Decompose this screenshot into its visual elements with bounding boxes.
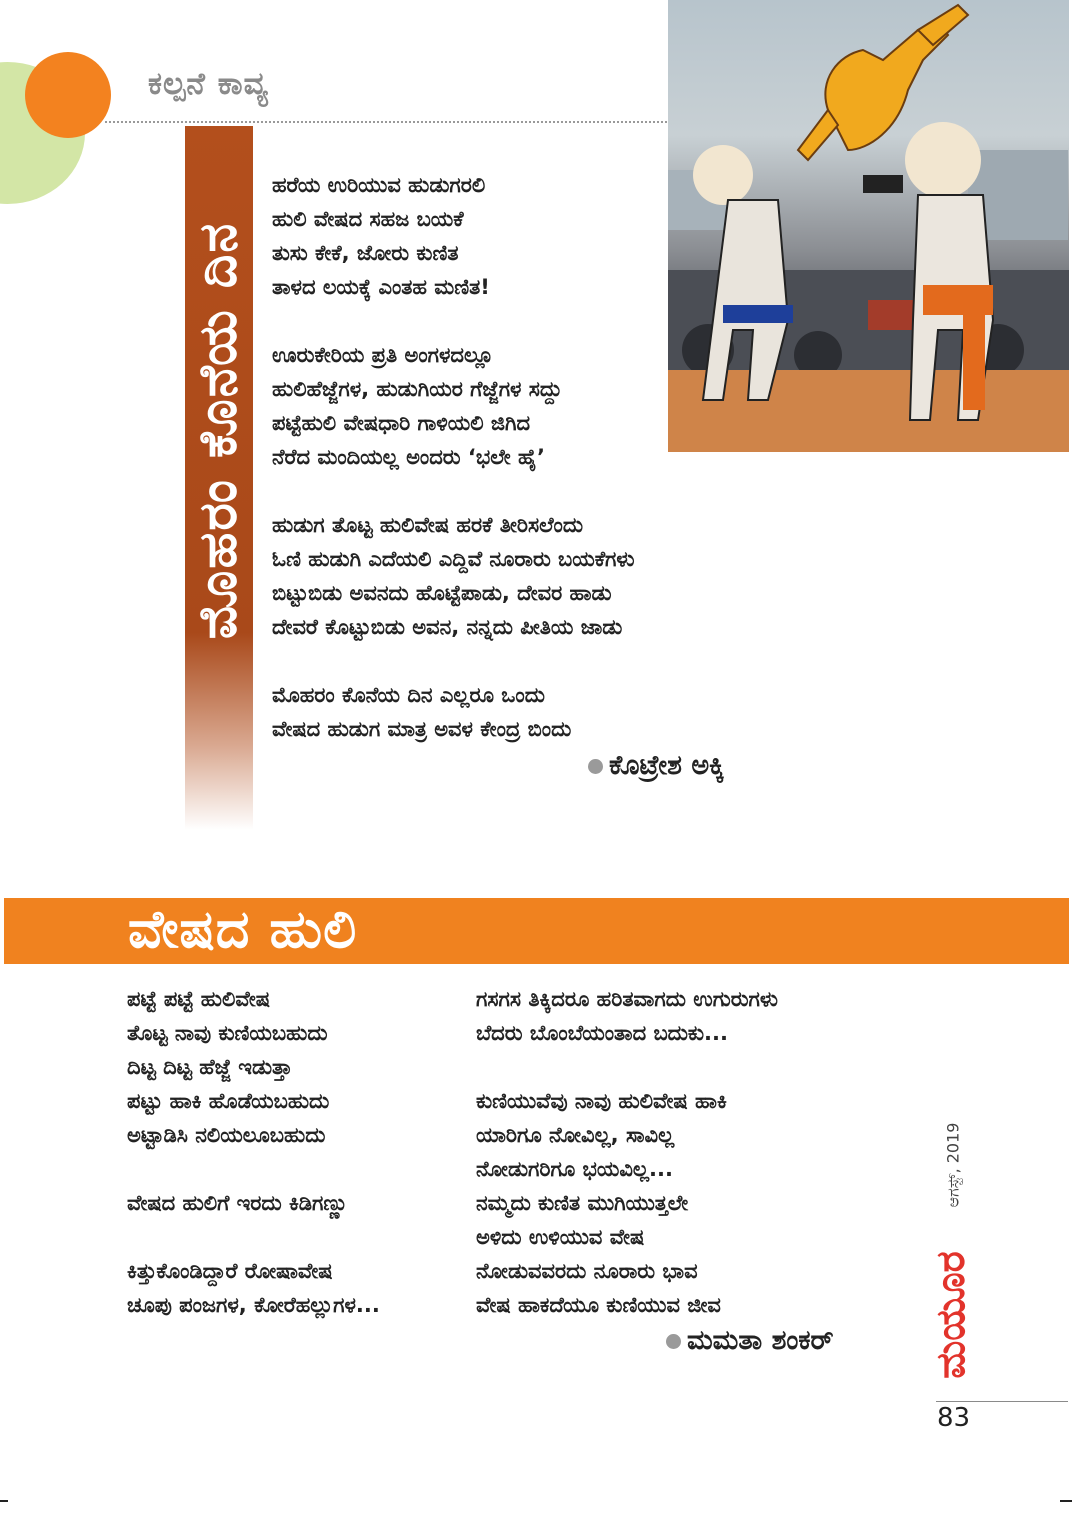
poem-line: ಹುಲಿಹೆಜ್ಜೆಗಳ, ಹುಡುಗಿಯರ ಗೆಜ್ಜೆಗಳ ಸದ್ದು xyxy=(272,377,563,401)
poem1-stanza xyxy=(272,678,772,746)
magazine-brand-wrap xyxy=(928,1251,974,1379)
poem-line: ಕುಣಿಯುವೆವು ನಾವು ಹುಲಿವೇಷ ಹಾಕಿ xyxy=(476,1089,727,1113)
poem-line: ಪಟ್ಟು ಹಾಕಿ ಹೊಡೆಯಬಹುದು xyxy=(127,1089,330,1113)
poem-line: ಹರೆಯ ಉರಿಯುವ ಹುಡುಗರಲಿ xyxy=(272,173,486,197)
decorative-orange-circle xyxy=(25,52,111,138)
poem-line: ಅಳಿದು ಉಳಿಯುವ ವೇಷ xyxy=(476,1225,645,1249)
poem-line: ಓಣಿ ಹುಡುಗಿ ಎದೆಯಲಿ ಎದ್ದಿವೆ ನೂರಾರು ಬಯಕೆಗಳು xyxy=(272,547,635,571)
poem-line: ಚೂಪು ಪಂಜಗಳ, ಕೋರೆಹಲ್ಲುಗಳ... xyxy=(127,1293,380,1317)
poem-line: ಅಟ್ಟಾಡಿಸಿ ನಲಿಯಲೂಬಹುದು xyxy=(127,1123,326,1147)
poem-line: ನಮ್ಮದು ಕುಣಿತ ಮುಗಿಯುತ್ತಲೇ xyxy=(476,1191,689,1215)
poem-line: ಯಾರಿಗೂ ನೋವಿಲ್ಲ, ಸಾವಿಲ್ಲ xyxy=(476,1123,675,1147)
issue-date: ಆಗಸ್ಟ್, 2019 xyxy=(943,1122,963,1208)
poem-line: ತುಸು ಕೇಕೆ, ಜೋರು ಕುಣಿತ xyxy=(272,241,459,265)
poem-line: ತೊಟ್ಟ ನಾವು ಕುಣಿಯಬಹುದು xyxy=(127,1021,328,1045)
poem-line: ಹುಡುಗ ತೊಟ್ಟ ಹುಲಿವೇಷ ಹರಕೆ ತೀರಿಸಲೆಂದು xyxy=(272,513,584,537)
dotted-divider xyxy=(105,121,667,123)
issue-date-wrap xyxy=(938,1120,968,1210)
poem2-author-name: ಮಮತಾ ಶಂಕರ್ xyxy=(687,1325,834,1356)
poem-line: ಬೆದರು ಬೊಂಬೆಯಂತಾದ ಬದುಕು... xyxy=(476,1021,728,1045)
poem-line: ಮೊಹರಂ ಕೊನೆಯ ದಿನ ಎಲ್ಲರೂ ಒಂದು xyxy=(272,683,545,707)
bullet-dot-icon xyxy=(666,1334,681,1349)
page-number-rule xyxy=(936,1401,1068,1402)
poem-line: ಹುಲಿ ವೇಷದ ಸಹಜ ಬಯಕೆ xyxy=(272,207,464,231)
poem-line: ಪಟ್ಟೆಹುಲಿ ವೇಷಧಾರಿ ಗಾಳಿಯಲಿ ಜಿಗಿದ xyxy=(272,411,531,435)
poem-line: ವೇಷದ ಹುಡುಗ ಮಾತ್ರ ಅವಳ ಕೇಂದ್ರ ಬಿಂದು xyxy=(272,717,572,741)
bullet-dot-icon xyxy=(588,759,603,774)
poem-line: ಕಿತ್ತುಕೊಂಡಿದ್ದಾರೆ ರೋಷಾವೇಷ xyxy=(127,1259,333,1283)
poem-line: ದೇವರೆ ಕೊಟ್ಟುಬಿಡು ಅವನ, ನನ್ನದು ಪೀತಿಯ ಜಾಡು xyxy=(272,615,623,639)
poem-line: ದಿಟ್ಟ ದಿಟ್ಟ ಹೆಜ್ಜೆ ಇಡುತ್ತಾ xyxy=(127,1055,293,1079)
poem-line: ಪಟ್ಟೆ ಪಟ್ಟೆ ಹುಲಿವೇಷ xyxy=(127,987,271,1011)
poem-line: ಗಸಗಸ ತಿಕ್ಕಿದರೂ ಹರಿತವಾಗದು ಉಗುರುಗಳು xyxy=(476,987,778,1011)
poem-line: ತಾಳದ ಲಯಕ್ಕೆ ಎಂತಹ ಮಣಿತ! xyxy=(272,275,490,299)
stanza-gap xyxy=(476,1050,896,1084)
poem-line: ವೇಷದ ಹುಲಿಗೆ ಇರದು ಕಿಡಿಗಣ್ಣು xyxy=(127,1191,348,1215)
poem-line: ವೇಷ ಹಾಕದೆಯೂ ಕುಣಿಯುವ ಜೀವ xyxy=(476,1293,721,1317)
poem-line: ನೆರೆದ ಮಂದಿಯಲ್ಲ ಅಂದರು ‘ಭಲೇ ಹೈ’ xyxy=(272,445,545,469)
poem-line: ನೋಡುವವರದು ನೂರಾರು ಭಾವ xyxy=(476,1259,698,1283)
poem1-stanza xyxy=(272,508,772,644)
section-label: ಕಲ್ಪನೆ ಕಾವ್ಯ xyxy=(148,66,269,102)
poem1-title: ಮೊಹರಂ ಕೊನೆಯ ದಿನ xyxy=(188,221,249,639)
poem1-title-wrap xyxy=(185,160,253,700)
stanza-gap xyxy=(127,1220,457,1254)
poem-line: ಊರುಕೇರಿಯ ಪ್ರತಿ ಅಂಗಳದಲ್ಲೂ xyxy=(272,343,494,367)
crop-mark-bottom-right xyxy=(1060,1500,1072,1502)
poem1-author-name: ಕೊಟ್ರೇಶ ಅಕ್ಕಿ xyxy=(609,750,725,781)
stanza-gap xyxy=(127,1152,457,1186)
crop-mark-bottom-left xyxy=(0,1500,8,1502)
magazine-brand: ಮಯೂರ xyxy=(928,1251,974,1379)
poem-line: ಬಿಟ್ಟುಬಿಡು ಅವನದು ಹೊಟ್ಟೆಪಾಡು, ದೇವರ ಹಾಡು xyxy=(272,581,612,605)
poem2-title: ವೇಷದ ಹುಲಿ xyxy=(128,900,358,960)
poem2-left-column xyxy=(127,982,457,1322)
poem1-body xyxy=(272,168,772,780)
poem1-stanza xyxy=(272,168,772,304)
page-number: 83 xyxy=(937,1403,971,1433)
poem2-right-column xyxy=(476,982,896,1322)
poem1-stanza xyxy=(272,338,772,474)
poem2-author xyxy=(666,1325,834,1357)
poem1-author xyxy=(588,750,724,782)
poem-line: ನೋಡುಗರಿಗೂ ಭಯವಿಲ್ಲ... xyxy=(476,1157,673,1181)
